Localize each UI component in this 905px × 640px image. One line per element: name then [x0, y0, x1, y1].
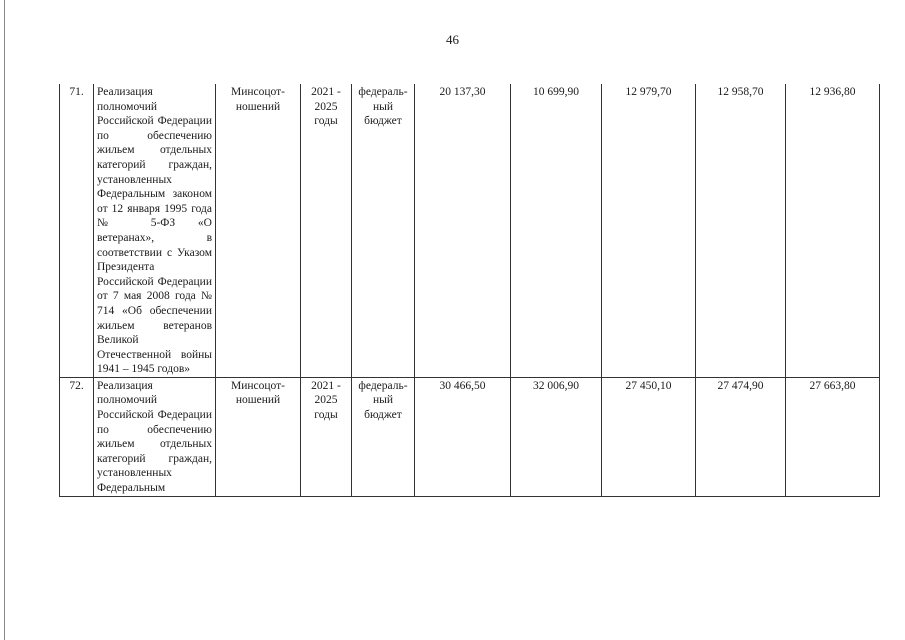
funding-source: федераль-ный бюджет: [352, 377, 415, 496]
table-row: [60, 377, 880, 496]
amount-value: 12 958,70: [696, 84, 786, 377]
amount-value: 20 137,30: [415, 84, 511, 377]
period: 2021 - 2025 годы: [301, 84, 352, 377]
executor: Минсоцот-ношений: [216, 84, 301, 377]
table-row: [60, 84, 880, 377]
page-number: 46: [446, 32, 459, 47]
amount-value: 30 466,50: [415, 377, 511, 496]
budget-table: [59, 84, 880, 497]
amount-value: 32 006,90: [511, 377, 602, 496]
executor: Минсоцот-ношений: [216, 377, 301, 496]
amount-value: 12 979,70: [602, 84, 696, 377]
amount-value: 27 663,80: [786, 377, 880, 496]
funding-source: федераль-ный бюджет: [352, 84, 415, 377]
page-edge-line: [4, 0, 5, 640]
row-number: 71.: [60, 84, 94, 377]
amount-value: 27 474,90: [696, 377, 786, 496]
period: 2021 - 2025 годы: [301, 377, 352, 496]
amount-value: 12 936,80: [786, 84, 880, 377]
measure-name: Реализация полномочий Российской Федерации по обеспечению жильем отдельных категорий граждан, установленных Федеральным: [94, 377, 216, 496]
amount-value: 10 699,90: [511, 84, 602, 377]
measure-name: Реализация полномочий Российской Федерации по обеспечению жильем отдельных категорий граждан, установленных Федеральным законом от 12 января 1995 года № 5-ФЗ «О ветеранах», в соответствии с Указом Президента Российской Федерации от 7 мая 2008 года № 714 «Об обеспечении жильем ветеранов Великой Отечественной войны 1941 – 1945 годов»: [94, 84, 216, 377]
amount-value: 27 450,10: [602, 377, 696, 496]
row-number: 72.: [60, 377, 94, 496]
